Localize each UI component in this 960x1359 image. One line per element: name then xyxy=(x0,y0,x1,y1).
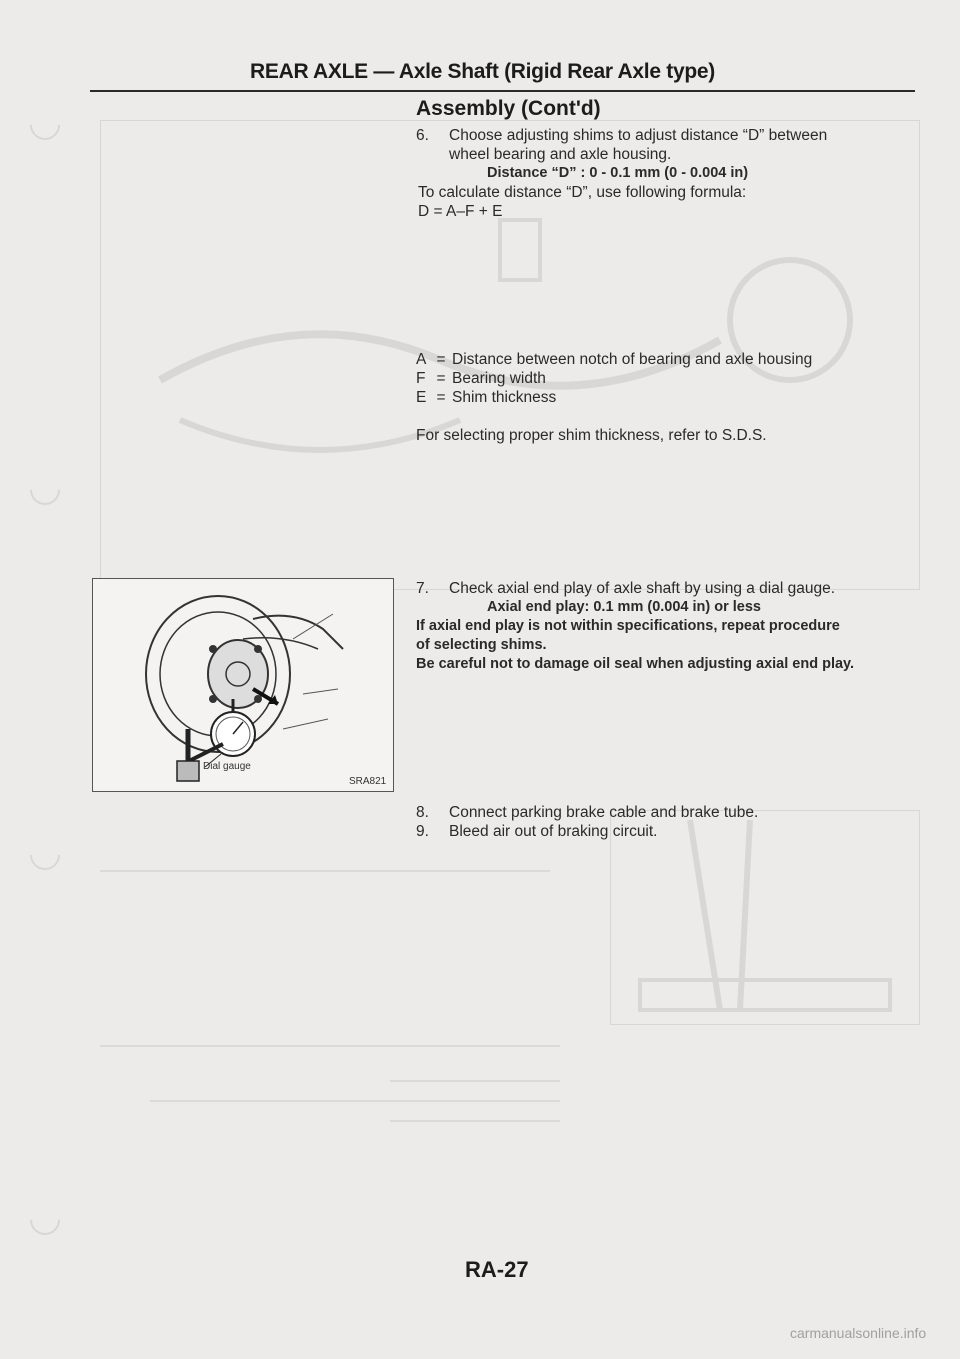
dial-gauge-label: Dial gauge xyxy=(203,761,251,772)
definition-row: E = Shim thickness xyxy=(416,389,557,406)
page-header-title: REAR AXLE — Axle Shaft (Rigid Rear Axle type) xyxy=(250,60,715,83)
formula: D = A–F + E xyxy=(418,203,503,220)
step-6-line-2: wheel bearing and axle housing. xyxy=(449,146,672,163)
definition-row: F = Bearing width xyxy=(416,370,546,387)
formula-intro: To calculate distance “D”, use following formula: D = A–F + E xyxy=(418,184,747,220)
binder-hole xyxy=(24,1199,66,1241)
binder-hole xyxy=(24,469,66,511)
bleed-through-illustration xyxy=(610,810,920,1025)
definition-row: A = Distance between notch of bearing and axle housing xyxy=(416,351,813,368)
figure-code: SRA821 xyxy=(349,776,387,787)
binder-hole xyxy=(24,104,66,146)
watermark-text: carmanualsonline.info xyxy=(790,1325,927,1341)
header-rule xyxy=(90,90,915,92)
dial-gauge-illustration xyxy=(93,579,393,791)
dial-gauge-figure xyxy=(92,578,394,792)
bleed-through-text xyxy=(100,870,550,872)
section-title: Assembly (Cont'd) xyxy=(416,97,601,120)
step-7-warning: If axial end play is not within specifications, repeat procedure of selecting shims. Be careful not to damage oil seal when adjusting axial end play. xyxy=(416,618,855,672)
step-number: 8. xyxy=(416,804,429,821)
distance-spec: Distance “D” : 0 - 0.1 mm (0 - 0.004 in) xyxy=(487,165,749,181)
step-number: 7. xyxy=(416,580,429,597)
bleed-through-text xyxy=(100,1045,560,1047)
step-number: 6. xyxy=(416,127,429,144)
page-number: RA-27 xyxy=(465,1257,529,1282)
formula-definitions xyxy=(416,350,812,407)
step-number: 9. xyxy=(416,823,429,840)
step-6-line-1: Choose adjusting shims to adjust distance “D” between xyxy=(449,127,828,144)
axial-end-play-spec: Axial end play: 0.1 mm (0.004 in) or less xyxy=(487,599,761,615)
bleed-through-text xyxy=(390,1120,560,1122)
step-7-line: Check axial end play of axle shaft by using a dial gauge. xyxy=(449,580,836,597)
bleed-through-text xyxy=(150,1100,560,1102)
binder-hole xyxy=(24,834,66,876)
bleed-through-text xyxy=(390,1080,560,1082)
sds-note: For selecting proper shim thickness, refer to S.D.S. xyxy=(416,427,767,444)
